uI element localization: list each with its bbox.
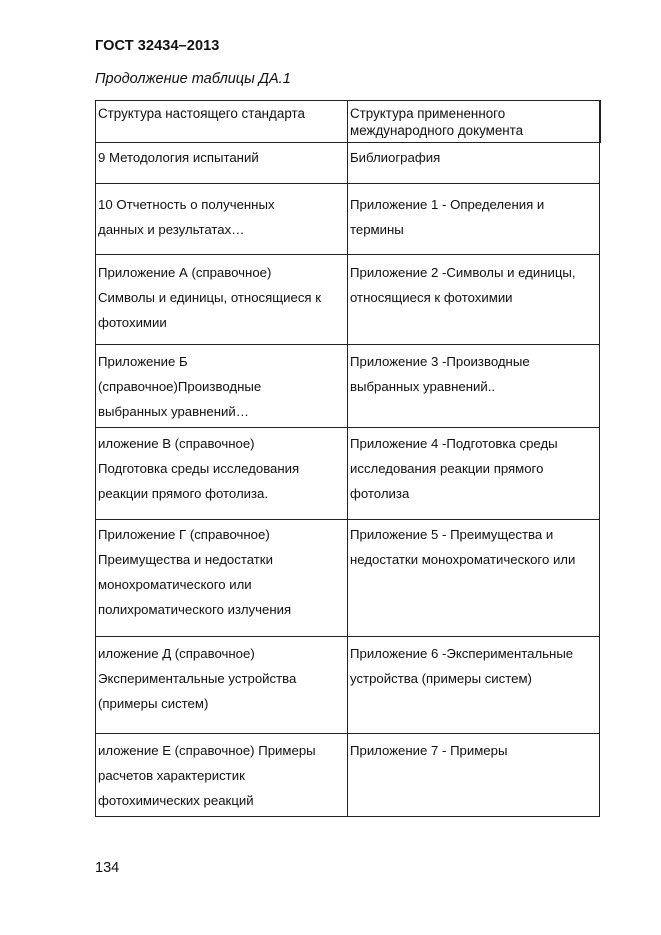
table-caption: Продолжение таблицы ДА.1 [95,71,291,87]
cell-this-standard: иложение В (справочное) Подготовка среды исследования реакции прямого фотолиза. [96,428,348,520]
cell-this-standard: иложение Д (справочное) Экспериментальные устройства (примеры систем) [96,637,348,734]
cell-this-standard: Приложение Б (справочное)Производные выбранных уравнений… [96,345,348,428]
cell-international-document: Приложение 3 -Производные выбранных уравнений.. [348,345,600,428]
cell-international-document: Приложение 7 - Примеры [348,734,600,817]
cell-international-document: Приложение 2 -Символы и единицы, относящиеся к фотохимии [348,255,600,345]
correspondence-table [95,100,601,817]
cell-this-standard: иложение Е (справочное) Примеры расчетов характеристик фотохимических реакций [96,734,348,817]
cell-international-document: Приложение 1 - Определения и термины [348,184,600,255]
cell-international-document: Приложение 6 -Экспериментальные устройства (примеры систем) [348,637,600,734]
table-row [96,520,600,637]
cell-international-document: Библиография [348,143,600,184]
page-number: 134 [95,860,120,876]
cell-international-document: Приложение 5 - Преимущества и недостатки монохроматического или [348,520,600,637]
table-row [96,345,600,428]
table-row [96,184,600,255]
cell-this-standard: Приложение Г (справочное) Преимущества и недостатки монохроматического или полихроматического излучения [96,520,348,637]
cell-this-standard: 9 Методология испытаний [96,143,348,184]
table-row [96,143,600,184]
column-header-international-document: Структура примененного международного документа [348,101,600,143]
table-row [96,734,600,817]
standard-code: ГОСТ 32434–2013 [95,38,220,54]
cell-international-document: Приложение 4 -Подготовка среды исследования реакции прямого фотолиза [348,428,600,520]
column-header-this-standard: Структура настоящего стандарта [96,101,348,143]
table-row [96,255,600,345]
table-row [96,637,600,734]
cell-this-standard: 10 Отчетность о полученных данных и результатах… [96,184,348,255]
table-header-row [96,101,600,143]
table-row [96,428,600,520]
cell-this-standard: Приложение А (справочное) Символы и единицы, относящиеся к фотохимии [96,255,348,345]
